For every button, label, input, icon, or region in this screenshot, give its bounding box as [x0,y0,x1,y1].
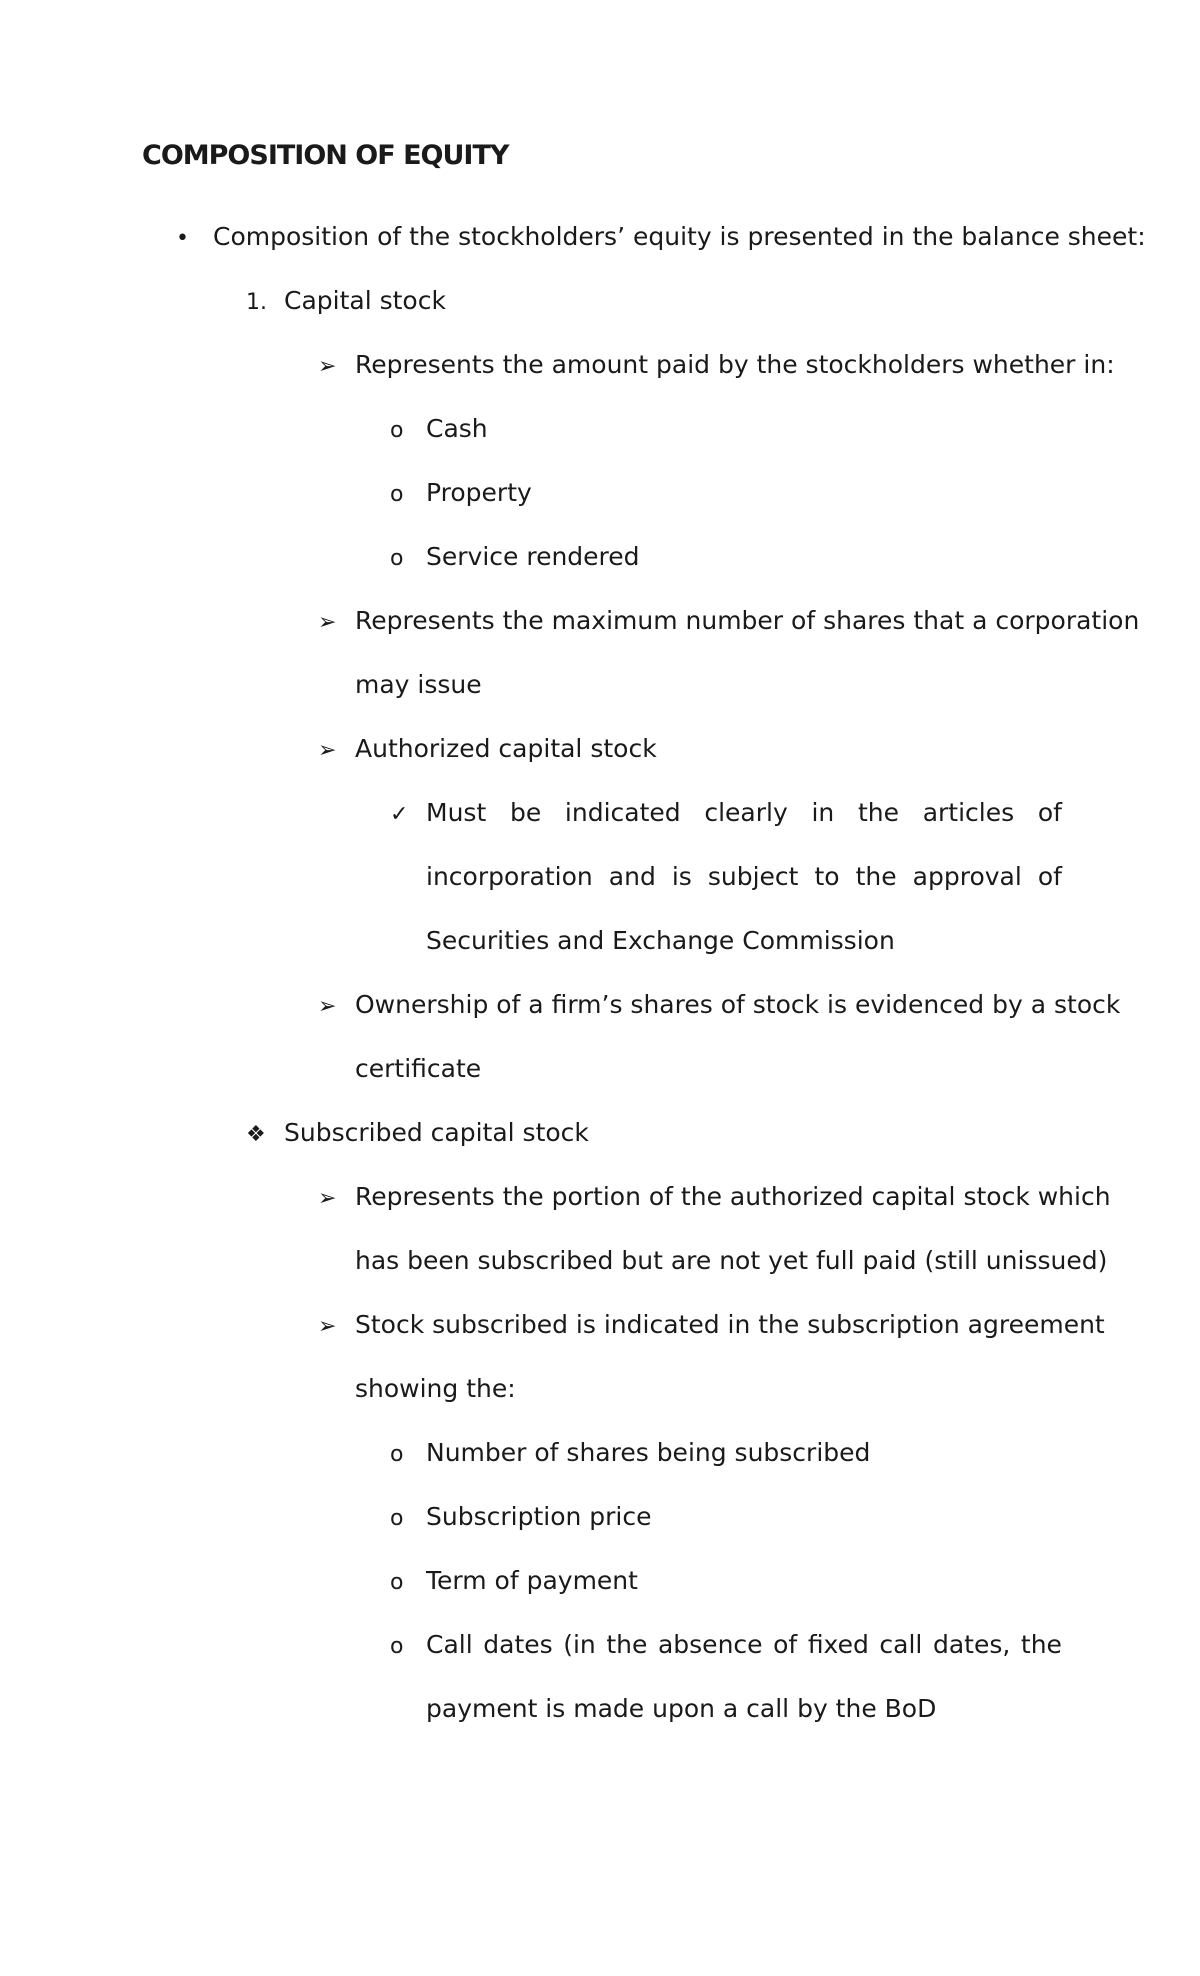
word: indicated [564,798,681,827]
word: incorporation [426,862,593,891]
scs-item2-line2: showing the: [355,1374,516,1403]
word: the [855,862,897,891]
scs-item2-sub-calldates-line2: payment is made upon a call by the BoD [426,1694,937,1723]
cs-item3-check-line3: Securities and Exchange Commission [426,926,895,955]
arrow-marker: ➢ [318,1186,337,1211]
capital-stock-heading: Capital stock [284,286,446,315]
word: (in [563,1630,596,1659]
word: Must [426,798,487,827]
word: dates, [932,1630,1011,1659]
word: be [509,798,542,827]
word: subject [707,862,799,891]
circle-marker: o [390,546,404,571]
word: absence [657,1630,763,1659]
circle-marker: o [390,1506,404,1531]
word: call [879,1630,923,1659]
word: in [811,798,835,827]
cs-item3-text: Authorized capital stock [355,734,657,763]
cs-item3-check-line2 [426,860,1062,894]
circle-marker: o [390,1634,404,1659]
word: of [1037,798,1062,827]
word: the [1020,1630,1062,1659]
scs-item2-sub-calldates-line1 [426,1628,1062,1662]
arrow-marker: ➢ [318,994,337,1019]
word: of [1037,862,1062,891]
cs-item1-sub-service: Service rendered [426,542,640,571]
word: of [773,1630,798,1659]
word: the [857,798,899,827]
circle-marker: o [390,1570,404,1595]
word: is [671,862,692,891]
cs-item1-sub-cash: Cash [426,414,488,443]
arrow-marker: ➢ [318,354,337,379]
cs-item4-line1: Ownership of a firm’s shares of stock is evidenced by a stock [355,990,1121,1019]
cs-item1-sub-property: Property [426,478,532,507]
cs-item2-line2: may issue [355,670,482,699]
word: Call [426,1630,473,1659]
arrow-marker: ➢ [318,738,337,763]
arrow-marker: ➢ [318,1314,337,1339]
arrow-marker: ➢ [318,610,337,635]
cs-item4-line2: certificate [355,1054,482,1083]
number-marker: 1. [246,290,267,315]
intro-text: Composition of the stockholders’ equity is presented in the balance sheet: [213,222,1146,251]
word: and [608,862,656,891]
word: dates [483,1630,553,1659]
cs-item1-text: Represents the amount paid by the stockholders whether in: [355,350,1115,379]
scs-item1-line1: Represents the portion of the authorized capital stock which [355,1182,1111,1211]
scs-item1-line2: has been subscribed but are not yet full paid (still unissued) [355,1246,1108,1275]
page-title: COMPOSITION OF EQUITY [142,140,509,171]
word: the [606,1630,648,1659]
diamond-marker: ❖ [246,1122,266,1147]
word: clearly [704,798,788,827]
scs-item2-sub-shares: Number of shares being subscribed [426,1438,871,1467]
scs-item2-line1: Stock subscribed is indicated in the subscription agreement [355,1310,1105,1339]
word: to [814,862,840,891]
bullet-marker: • [176,226,189,251]
circle-marker: o [390,482,404,507]
scs-item2-sub-price: Subscription price [426,1502,652,1531]
cs-item3-check-line1 [426,796,1062,830]
subscribed-capital-stock-heading: Subscribed capital stock [284,1118,589,1147]
scs-item2-sub-term: Term of payment [426,1566,638,1595]
word: articles [922,798,1015,827]
cs-item2-line1: Represents the maximum number of shares that a corporation [355,606,1140,635]
word: fixed [807,1630,869,1659]
circle-marker: o [390,418,404,443]
check-marker: ✓ [390,802,409,827]
circle-marker: o [390,1442,404,1467]
word: approval [912,862,1022,891]
